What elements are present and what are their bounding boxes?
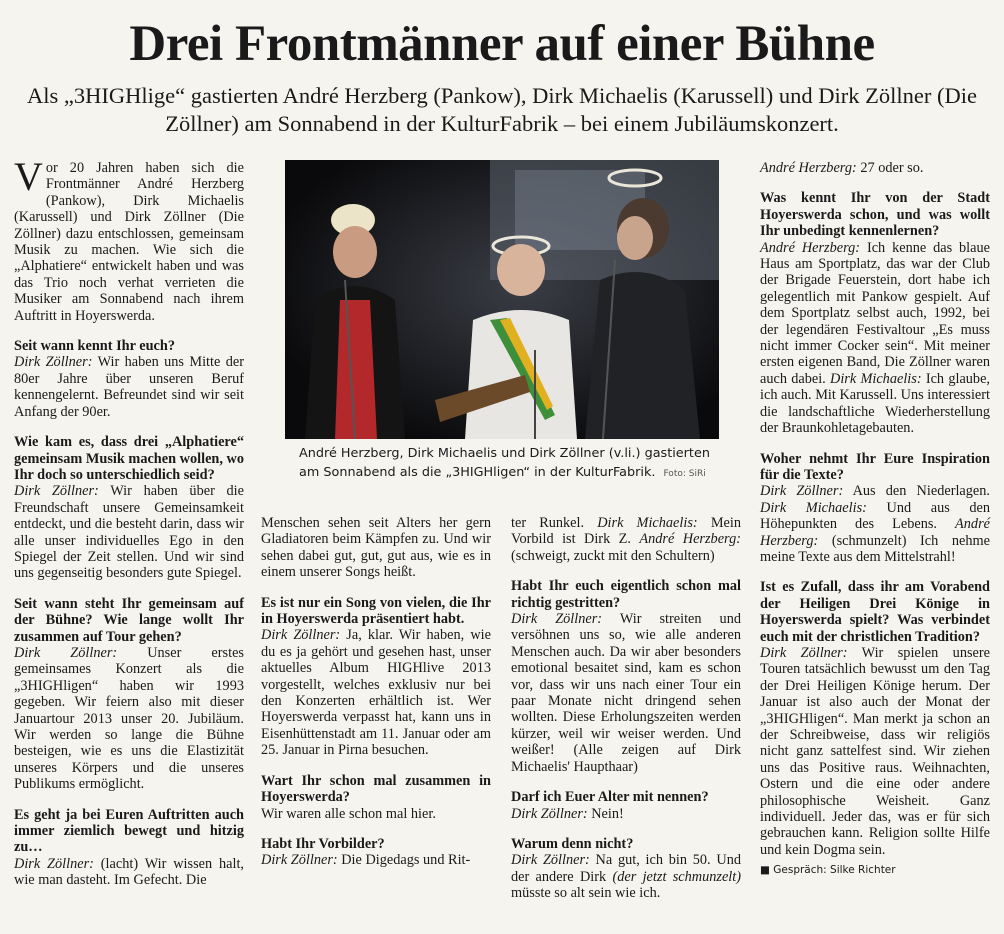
- column-2: [261, 515, 491, 869]
- answer: Dirk Zöllner: Wir haben uns Mitte der 80er Jahre über unseren Beruf kennengelernt. Befreundet sind wir seit Anfang der 90er.: [14, 354, 244, 420]
- answer: Dirk Zöllner: Ja, klar. Wir haben, wie du es ja gehört und gesehen hast, unser aktuelles Album HIGHlive 2013 vorgestellt, welches exklusiv nur bei den Konzerten erhältlich ist. Wer Hoyerswerda verpasst hat, kann uns in Eisenhüttenstadt am 11. Januar oder am 25. Januar in Pirna besuchen.: [261, 627, 491, 759]
- column-3: [511, 515, 741, 902]
- question: Habt Ihr Vorbilder?: [261, 835, 385, 852]
- article-headline: Drei Frontmänner auf einer Bühne: [129, 16, 875, 72]
- answer: Dirk Zöllner: (lacht) Wir wissen halt, wie man dasteht. Im Gefecht. Die: [14, 855, 244, 889]
- answer-continued: ter Runkel. Dirk Michaelis: Mein Vorbild ist Dirk Z. André Herzberg: (schweigt, zuckt mit den Schultern): [511, 515, 741, 564]
- answer: André Herzberg: Ich kenne das blaue Haus am Sportplatz, das war der Club der Brigade Feuerstein, dort habe ich gelegentlich mit Pankow gespielt. Auf dem Sportplatz selbst auch, 1992, bei der legendären Festivaltour „Es muss nicht immer Cocker sein“. Mit meiner ersten eigenen Band, Die Zöllner waren auch dabei. Dirk Michaelis: Ich glaube, ich auch. Mit Karussell. Uns interessiert die landschaftliche Wiederherstellung der Braunkohletagebauten.: [760, 239, 991, 437]
- photo-credit: Foto: SiRi: [663, 469, 706, 479]
- question: Seit wann steht Ihr gemeinsam auf der Bühne? Wie lange wollt Ihr zusammen auf Tour gehen?: [14, 595, 244, 645]
- question: Seit wann kennt Ihr euch?: [14, 338, 176, 355]
- question: Wart Ihr schon mal zusammen in Hoyerswerda?: [261, 772, 491, 806]
- answer: Wir waren alle schon mal hier.: [261, 805, 436, 822]
- byline: ■ Gespräch: Silke Richter: [760, 864, 896, 877]
- question: Warum denn nicht?: [511, 835, 634, 852]
- question: Wie kam es, dass drei „Alphatiere“ gemeinsam Musik machen wollen, wo Ihr doch so unterschiedlich seid?: [14, 434, 244, 483]
- answer: Dirk Zöllner: Nein!: [511, 805, 624, 822]
- answer: Dirk Zöllner: Na gut, ich bin 50. Und der andere Dirk (der jetzt schmunzelt) müsste so alt sein wie ich.: [511, 852, 742, 902]
- answer-continued: Menschen sehen seit Alters her gern Gladiatoren beim Kämpfen zu. Und wir sehen dabei gut, gut, gut aus, wie es in einem unserer Songs heißt.: [261, 515, 491, 581]
- column-4: [760, 160, 990, 879]
- question: Woher nehmt Ihr Eure Inspiration für die Texte?: [760, 450, 990, 483]
- question: Es ist nur ein Song von vielen, die Ihr in Hoyerswerda präsentiert habt.: [261, 594, 491, 628]
- article-subhead: Als „3HIGHlige“ gastierten André Herzberg (Pankow), Dirk Michaelis (Karussell) und Dirk Zöllner (Die Zöllner) am Sonnabend in der KulturFabrik – bei einem Jubiläumskonzert.: [27, 83, 977, 136]
- answer: Dirk Zöllner: Wir haben über die Freundschaft unsere Gemeinsamkeit entdeckt, und die besteht darin, dass wir alle unser individuelles Ego in den Spiegel der Zeit stellen. Und wir sind uns gegenseitig besonders gute Spiegel.: [14, 483, 244, 582]
- concert-photo-image: [285, 160, 719, 439]
- intro-paragraph: Vor 20 Jahren haben sich die Frontmänner André Herzberg (Pankow), Dirk Michaelis (Karussell) und Dirk Zöllner (Die Zöllner) dazu entschlossen, gemeinsam Musik zu machen. Wie sich die „Alphatiere“ entwickelt haben und was das Trio noch verhat verrieten die Musiker am Sonnabend nach ihrem Auftritt in Hoyerswerda.: [14, 154, 244, 324]
- question: Ist es Zufall, dass ihr am Vorabend der Heiligen Drei Könige in Hoyerswerda spielt? Was verbindet euch mit der christlichen Tradition?: [760, 579, 990, 645]
- answer-continued: André Herzberg: 27 oder so.: [760, 160, 924, 176]
- answer: Dirk Zöllner: Wir spielen unsere Touren tatsächlich bewusst um den Tag der Drei Heiligen Könige herum. Der Januar ist also auch der Monat der „3HIGHligen“. Man merkt ja schon an der Schreibweise, dass wir religiös nicht ganz sattelfest sind. Wir ziehen uns das Positive raus. Weihnachten, Ostern und die eine oder andere philosophische Weisheit. Ganz individuell. Jeder das, was er für sich gebrauchen kann. Religion sollte Hilfe und kein Dogma sein.: [760, 644, 990, 858]
- question: Es geht ja bei Euren Auftritten auch immer ziemlich bewegt und hitzig zu…: [14, 806, 244, 856]
- drop-cap: V: [14, 154, 43, 199]
- answer: Dirk Zöllner: Die Digedags und Rit-: [261, 852, 471, 869]
- question: Darf ich Euer Alter mit nennen?: [511, 789, 709, 806]
- answer: Dirk Zöllner: Wir streiten und versöhnen uns so, wie alle anderen Menschen auch. Da wir aber besonders emotional besaitet sind, kam es schon vor, dass wir uns nach einer Tour ein paar Monate nicht dringend sehen wollten. Diese Erholungszeiten werden kürzer, weil wir weiser werden. Und weißer! (Alle zeigen auf Dirk Michaelis' Haupthaar): [511, 611, 741, 775]
- concert-photo: [285, 160, 719, 439]
- photo-caption: André Herzberg, Dirk Michaelis und Dirk Zöllner (v.li.) gastierten am Sonnabend als die „3HIGHligen“ in der KulturFabrik. Foto: SiRi: [299, 446, 710, 480]
- question: Habt Ihr euch eigentlich schon mal richtig gestritten?: [511, 578, 741, 611]
- answer: Dirk Zöllner: Unser erstes gemeinsames Konzert als die „3HIGHligen“ haben wir 1993 gegeben. Wir feiern also mit dieser Januartour 2013 unser 20. Jubiläum. Wir werden so lange die Bühne besteigen, wie es uns die Elastizität unseres Körpers und die unseres Publikums ermöglicht.: [14, 644, 244, 793]
- question: Was kennt Ihr von der Stadt Hoyerswerda schon, und was wollt Ihr unbedingt kennenlernen?: [760, 190, 990, 240]
- column-1: [14, 154, 244, 889]
- answer: Dirk Zöllner: Aus den Niederlagen. Dirk Michaelis: Und aus den Höhepunkten des Lebens. André Herzberg: (schmunzelt) Ich nehme meine Texte aus dem Mittelstrahl!: [760, 483, 991, 565]
